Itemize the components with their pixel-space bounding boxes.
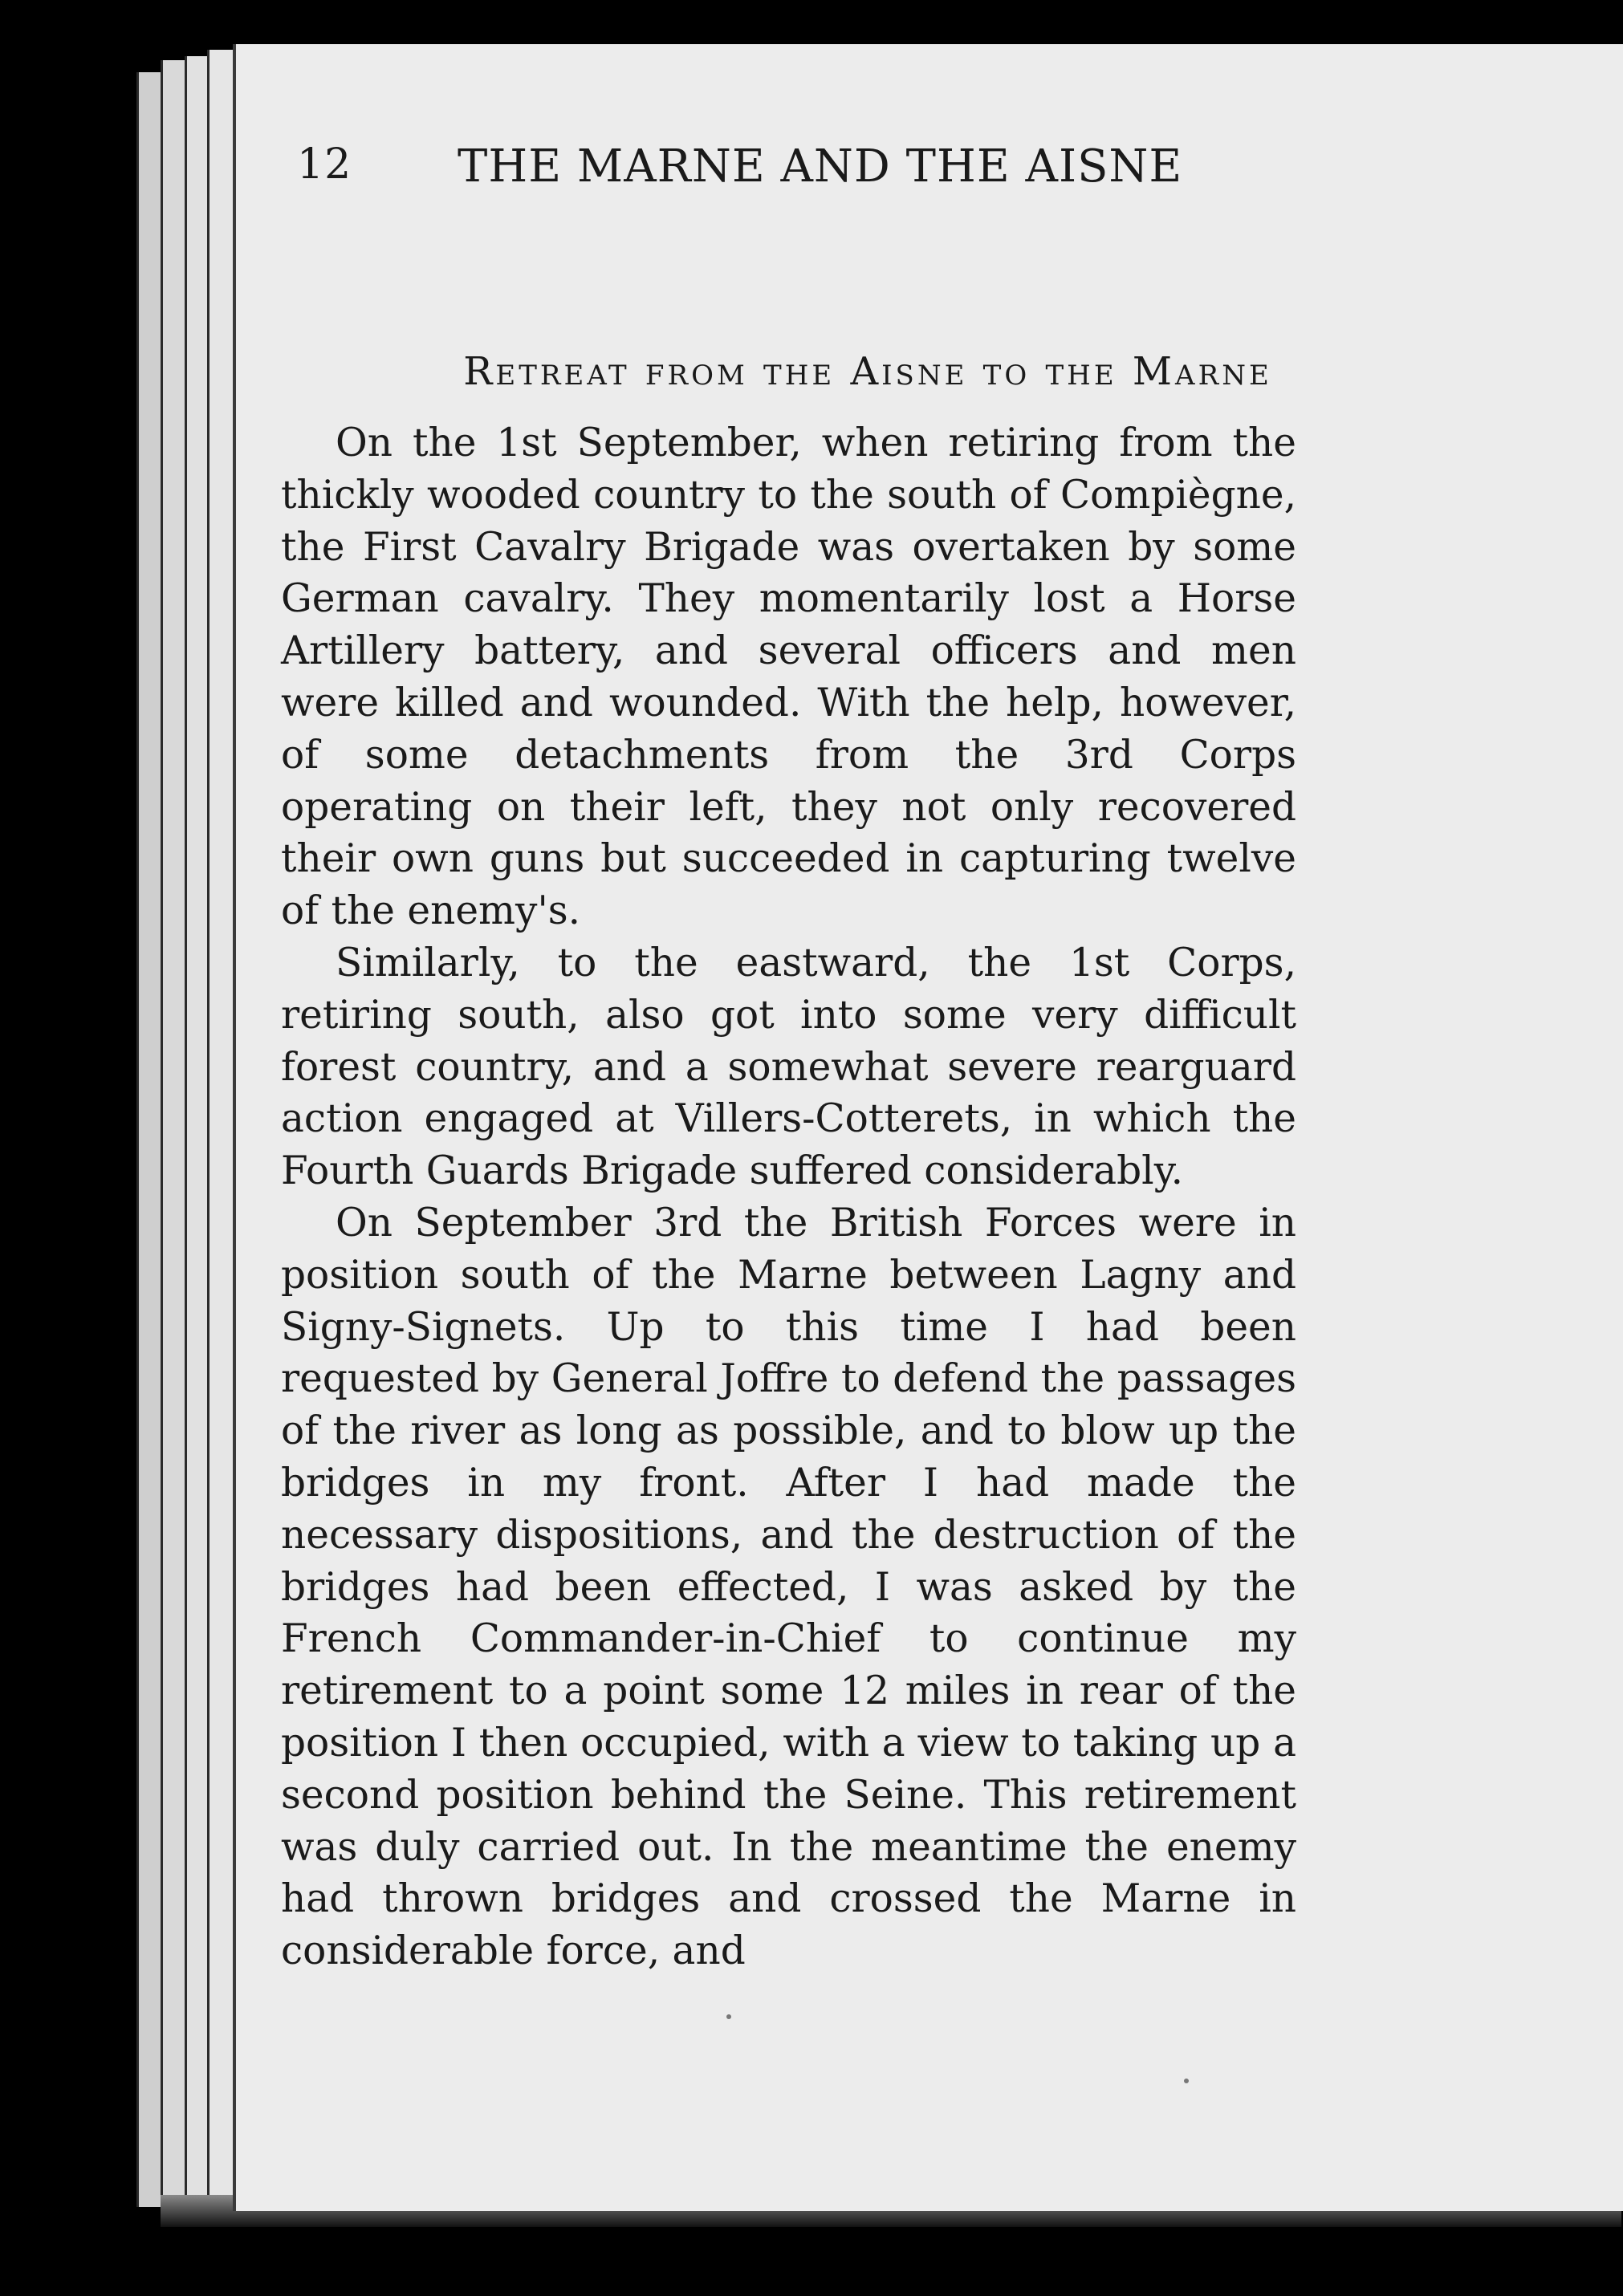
speck (1184, 2079, 1189, 2083)
section-heading: Retreat from the Aisne to the Marne (463, 349, 1272, 394)
paragraph: On September 3rd the British Forces were in position south of the Marne between Lagny and Signy-Signets. Up to this time I had been requested by General Joffre to defend the passages of the river as long as possible, and to blow up the bridges in my front. After I had made the necessary dispositions, and the destruction of the bridges had been effected, I was asked by the French Commander-in-Chief to continue my retirement to a point some 12 miles in rear of the position I then occupied, with a view to taking up a second position behind the Seine. This retirement was duly carried out. In the meantime the enemy had thrown bridges and crossed the Marne in considerable force, and (281, 1200, 1296, 1974)
running-title: THE MARNE AND THE AISNE (458, 140, 1183, 193)
paragraph: Similarly, to the eastward, the 1st Corps, retiring south, also got into some very difficult forest country, and a somewhat severe rearguard action engaged at Villers-Cotterets, in which the Fourth Guards Brigade suffered considerably. (281, 940, 1296, 1194)
speck (726, 2014, 731, 2019)
body-text (281, 417, 1296, 1977)
paragraph: On the 1st September, when retiring from the thickly wooded country to the south of Compiègne, the First Cavalry Brigade was overtaken by some German cavalry. They momentarily lost a Horse Artillery battery, and several officers and men were killed and wounded. With the help, however, of some detachments from the 3rd Corps operating on their left, they not only recovered their own guns but succeeded in capturing twelve of the enemy's. (281, 421, 1296, 934)
page-number: 12 (297, 140, 352, 189)
